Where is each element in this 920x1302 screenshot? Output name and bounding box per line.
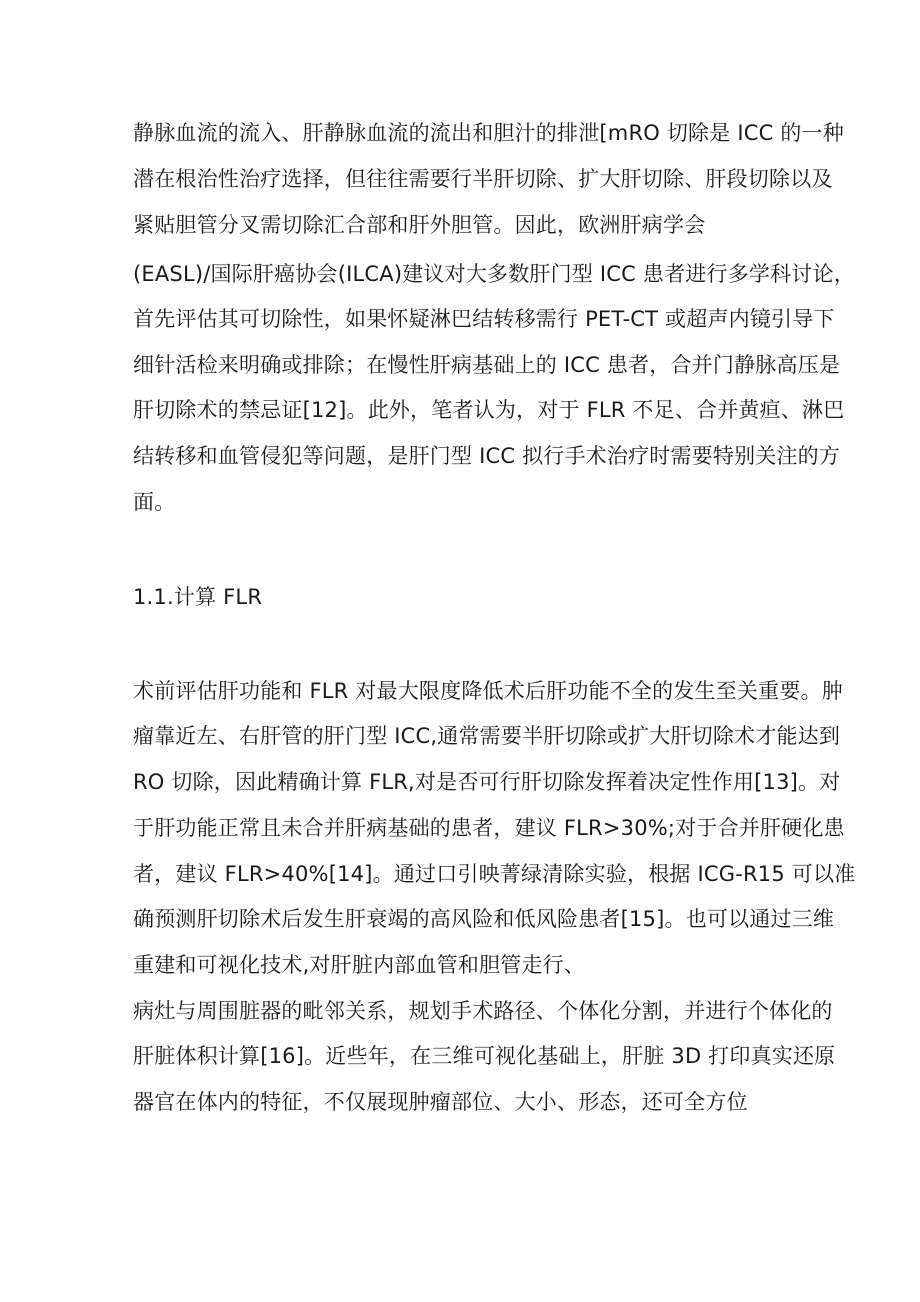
text-line: 结转移和血管侵犯等问题，是肝门型 ICC 拟行手术治疗时需要特别关注的方 [133,444,841,468]
text-line: 器官在体内的特征，不仅展现肿瘤部位、大小、形态，还可全方位 [133,1090,748,1114]
text-line: RO 切除，因此精确计算 FLR,对是否可行肝切除发挥着决定性作用[13]。对 [133,770,841,794]
text-line: 肝切除术的禁忌证[12]。此外，笔者认为，对于 FLR 不足、合并黄疸、淋巴 [133,398,845,422]
text-line: 于肝功能正常且未合并肝病基础的患者，建议 FLR>30%;对于合并肝硬化患 [133,816,845,840]
text-line: 者，建议 FLR>40%[14]。通过口引映菁绿清除实验，根据 ICG-R15 可以准 [133,862,856,886]
section-heading: 1.1.计算 FLR [133,585,263,609]
text-line: 术前评估肝功能和 FLR 对最大限度降低术后肝功能不全的发生至关重要。肿 [133,679,843,703]
text-line: 肝脏体积计算[16]。近些年，在三维可视化基础上，肝脏 3D 打印真实还原 [133,1044,836,1068]
text-line: 确预测肝切除术后发生肝衰竭的高风险和低风险患者[15]。也可以通过三维 [133,907,835,931]
text-line: 细针活检来明确或排除；在慢性肝病基础上的 ICC 患者，合并门静脉高压是 [133,353,841,377]
text-line: 面。 [133,490,176,514]
text-line: 潜在根治性治疗选择，但往往需要行半肝切除、扩大肝切除、肝段切除以及 [133,167,833,191]
text-line: 首先评估其可切除性，如果怀疑淋巴结转移需行 PET-CT 或超声内镜引导下 [133,307,835,331]
text-line: 病灶与周围脏器的毗邻关系，规划手术路径、个体化分割，并进行个体化的 [133,999,833,1023]
text-line: 静脉血流的流入、肝静脉血流的流出和胆汁的排泄[mRO 切除是 ICC 的一种 [133,121,844,145]
text-line: 重建和可视化技术,对肝脏内部血管和胆管走行、 [133,953,586,977]
text-line: 紧贴胆管分叉需切除汇合部和肝外胆管。因此，欧洲肝病学会 [133,213,706,237]
text-line: (EASL)/国际肝癌协会(ILCA)建议对大多数肝门型 ICC 患者进行多学科讨论， [133,262,855,286]
text-line: 瘤靠近左、右肝管的肝门型 ICC,通常需要半肝切除或扩大肝切除术才能达到 [133,724,841,748]
